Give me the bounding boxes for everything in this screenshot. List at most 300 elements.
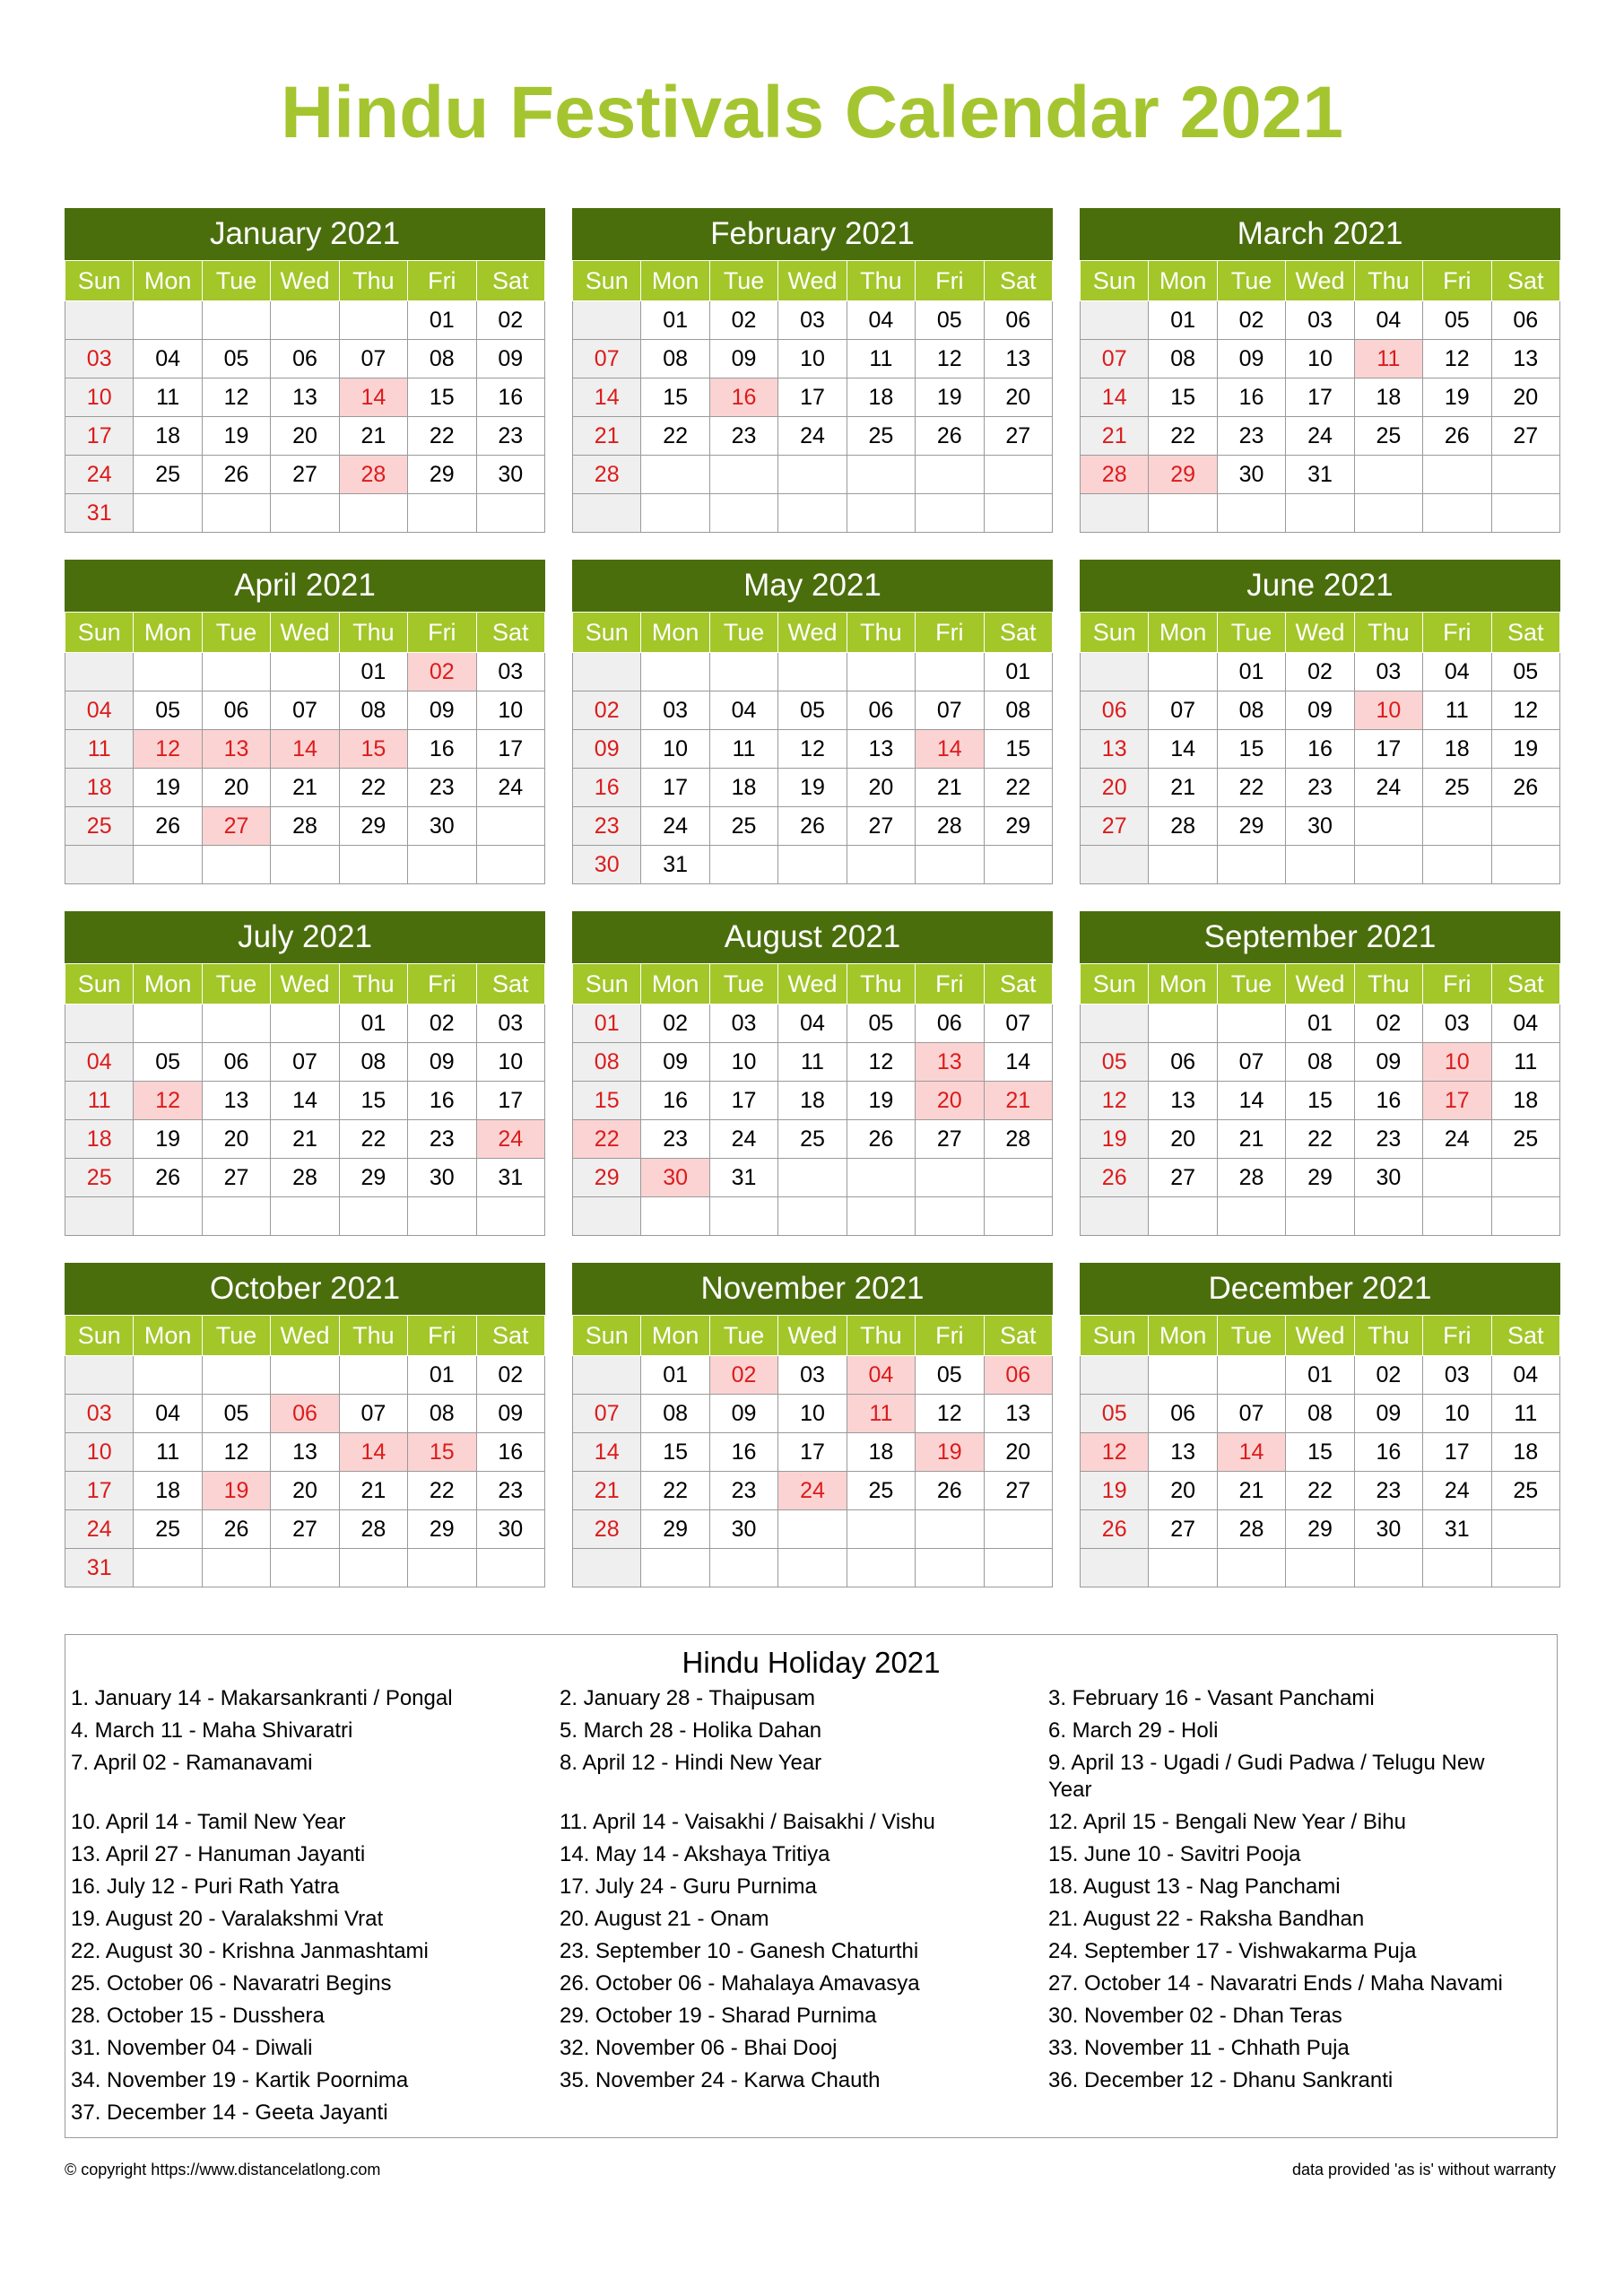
- day-cell: [1423, 1159, 1491, 1197]
- day-cell: 11: [134, 378, 202, 417]
- day-cell: 08: [408, 1395, 476, 1433]
- weekday-header: Sat: [984, 261, 1052, 301]
- day-cell: 02: [476, 1356, 544, 1395]
- month-calendar: [1080, 911, 1560, 1236]
- day-cell: 05: [1491, 653, 1559, 691]
- day-cell: 08: [1149, 340, 1217, 378]
- day-cell: 30: [573, 846, 641, 884]
- day-cell: 08: [339, 1043, 407, 1082]
- weekday-header: Fri: [1423, 613, 1491, 653]
- weekday-header: Mon: [1149, 613, 1217, 653]
- day-cell: 27: [984, 417, 1052, 456]
- day-cell: [709, 846, 777, 884]
- day-cell: [916, 1549, 984, 1587]
- day-cell: 11: [1491, 1043, 1559, 1082]
- day-cell: [339, 1197, 407, 1236]
- day-cell: 27: [202, 1159, 270, 1197]
- day-cell: [271, 1549, 339, 1587]
- day-cell: 22: [1149, 417, 1217, 456]
- day-cell: 28: [573, 1510, 641, 1549]
- day-cell: [1423, 494, 1491, 533]
- day-cell: 26: [916, 1472, 984, 1510]
- month-calendar: [65, 911, 545, 1236]
- weekday-header: Sun: [1081, 613, 1149, 653]
- day-cell: 29: [573, 1159, 641, 1197]
- holiday-item: 28. October 15 - Dusshera: [71, 2004, 325, 2028]
- day-cell: 09: [408, 1043, 476, 1082]
- day-cell: 06: [847, 691, 915, 730]
- day-cell: 16: [1354, 1082, 1422, 1120]
- month-title: April 2021: [65, 560, 545, 612]
- day-cell: 16: [573, 769, 641, 807]
- day-cell: 16: [408, 730, 476, 769]
- day-cell: 11: [1423, 691, 1491, 730]
- day-cell: 11: [1354, 340, 1422, 378]
- day-cell: 19: [778, 769, 847, 807]
- day-cell: 01: [641, 1356, 709, 1395]
- day-cell: 18: [1491, 1082, 1559, 1120]
- day-cell: 29: [408, 1510, 476, 1549]
- day-cell: [271, 1004, 339, 1043]
- day-cell: 28: [1217, 1159, 1285, 1197]
- day-cell: 02: [1286, 653, 1354, 691]
- holiday-item: 25. October 06 - Navaratri Begins: [71, 1971, 392, 1996]
- day-cell: 29: [408, 456, 476, 494]
- day-cell: 09: [476, 340, 544, 378]
- day-cell: 21: [573, 417, 641, 456]
- day-cell: 13: [984, 1395, 1052, 1433]
- day-cell: [1149, 494, 1217, 533]
- day-cell: 05: [916, 1356, 984, 1395]
- month-grid: [1080, 612, 1560, 884]
- day-cell: 06: [271, 1395, 339, 1433]
- day-cell: 07: [1149, 691, 1217, 730]
- month-calendar: [572, 1263, 1053, 1587]
- day-cell: [778, 1197, 847, 1236]
- day-cell: 10: [1423, 1043, 1491, 1082]
- day-cell: 06: [1081, 691, 1149, 730]
- holiday-item: 11. April 14 - Vaisakhi / Baisakhi / Vishu: [560, 1810, 935, 1834]
- day-cell: 11: [709, 730, 777, 769]
- day-cell: 03: [641, 691, 709, 730]
- day-cell: [1354, 1197, 1422, 1236]
- day-cell: [65, 1356, 134, 1395]
- day-cell: 24: [778, 417, 847, 456]
- day-cell: 28: [984, 1120, 1052, 1159]
- day-cell: 24: [476, 1120, 544, 1159]
- month-title: December 2021: [1080, 1263, 1560, 1315]
- day-cell: 23: [641, 1120, 709, 1159]
- day-cell: 30: [476, 1510, 544, 1549]
- day-cell: [709, 456, 777, 494]
- day-cell: 20: [202, 769, 270, 807]
- day-cell: 29: [1286, 1510, 1354, 1549]
- day-cell: 06: [1149, 1043, 1217, 1082]
- day-cell: [641, 1197, 709, 1236]
- day-cell: 21: [1217, 1120, 1285, 1159]
- day-cell: 10: [709, 1043, 777, 1082]
- holiday-item: 21. August 22 - Raksha Bandhan: [1048, 1907, 1365, 1931]
- day-cell: 05: [778, 691, 847, 730]
- day-cell: 22: [573, 1120, 641, 1159]
- day-cell: 03: [65, 340, 134, 378]
- day-cell: 25: [134, 456, 202, 494]
- day-cell: 08: [1286, 1043, 1354, 1082]
- month-calendar: [1080, 560, 1560, 884]
- day-cell: 31: [476, 1159, 544, 1197]
- day-cell: 04: [778, 1004, 847, 1043]
- day-cell: 13: [271, 1433, 339, 1472]
- weekday-header: Sat: [1491, 261, 1559, 301]
- day-cell: 19: [1491, 730, 1559, 769]
- day-cell: 19: [134, 1120, 202, 1159]
- day-cell: 18: [65, 769, 134, 807]
- day-cell: 31: [641, 846, 709, 884]
- day-cell: [202, 1356, 270, 1395]
- day-cell: 14: [1081, 378, 1149, 417]
- day-cell: 16: [1217, 378, 1285, 417]
- day-cell: 26: [1491, 769, 1559, 807]
- day-cell: [709, 1549, 777, 1587]
- day-cell: 30: [709, 1510, 777, 1549]
- day-cell: 30: [1354, 1159, 1422, 1197]
- day-cell: 19: [1081, 1472, 1149, 1510]
- day-cell: [1286, 846, 1354, 884]
- weekday-header: Tue: [709, 1316, 777, 1356]
- day-cell: [984, 1197, 1052, 1236]
- day-cell: 10: [65, 1433, 134, 1472]
- holiday-item: 4. March 11 - Maha Shivaratri: [71, 1718, 353, 1743]
- day-cell: 27: [1081, 807, 1149, 846]
- day-cell: 25: [709, 807, 777, 846]
- day-cell: 14: [1217, 1433, 1285, 1472]
- page-title: Hindu Festivals Calendar 2021: [281, 72, 1343, 153]
- day-cell: 04: [1491, 1356, 1559, 1395]
- day-cell: [847, 456, 915, 494]
- day-cell: [1491, 494, 1559, 533]
- day-cell: 22: [408, 1472, 476, 1510]
- holiday-item: 1. January 14 - Makarsankranti / Pongal: [71, 1686, 453, 1710]
- day-cell: 31: [65, 494, 134, 533]
- day-cell: 08: [573, 1043, 641, 1082]
- day-cell: 30: [641, 1159, 709, 1197]
- day-cell: 19: [134, 769, 202, 807]
- day-cell: 16: [408, 1082, 476, 1120]
- day-cell: 03: [476, 653, 544, 691]
- day-cell: 07: [339, 340, 407, 378]
- holiday-list: [65, 1685, 1557, 2132]
- holiday-item: 7. April 02 - Ramanavami: [71, 1751, 313, 1775]
- day-cell: 20: [1149, 1472, 1217, 1510]
- day-cell: 09: [408, 691, 476, 730]
- month-grid: [65, 963, 545, 1236]
- day-cell: 14: [339, 378, 407, 417]
- holiday-item: 3. February 16 - Vasant Panchami: [1048, 1686, 1375, 1710]
- holiday-item: 6. March 29 - Holi: [1048, 1718, 1219, 1743]
- day-cell: 15: [339, 1082, 407, 1120]
- weekday-header: Sat: [476, 613, 544, 653]
- day-cell: 24: [1354, 769, 1422, 807]
- day-cell: [1217, 494, 1285, 533]
- day-cell: 05: [134, 691, 202, 730]
- month-calendar: [572, 208, 1053, 533]
- day-cell: [1081, 301, 1149, 340]
- day-cell: 04: [134, 340, 202, 378]
- day-cell: [573, 301, 641, 340]
- weekday-header: Tue: [709, 261, 777, 301]
- day-cell: [408, 846, 476, 884]
- day-cell: [271, 1197, 339, 1236]
- day-cell: 15: [573, 1082, 641, 1120]
- day-cell: 24: [709, 1120, 777, 1159]
- day-cell: [1286, 1197, 1354, 1236]
- weekday-header: Thu: [847, 613, 915, 653]
- day-cell: 17: [476, 1082, 544, 1120]
- day-cell: 21: [1081, 417, 1149, 456]
- month-calendar: [572, 560, 1053, 884]
- month-grid: [1080, 260, 1560, 533]
- holiday-item: 33. November 11 - Chhath Puja: [1048, 2036, 1350, 2060]
- day-cell: 03: [709, 1004, 777, 1043]
- day-cell: [1423, 1197, 1491, 1236]
- weekday-header: Mon: [1149, 1316, 1217, 1356]
- day-cell: 08: [641, 340, 709, 378]
- weekday-header: Tue: [709, 964, 777, 1004]
- day-cell: [916, 494, 984, 533]
- day-cell: 10: [65, 378, 134, 417]
- holiday-item: 20. August 21 - Onam: [560, 1907, 769, 1931]
- weekday-header: Wed: [271, 613, 339, 653]
- day-cell: 01: [1149, 301, 1217, 340]
- holiday-item: 12. April 15 - Bengali New Year / Bihu: [1048, 1810, 1406, 1834]
- day-cell: 03: [1423, 1356, 1491, 1395]
- weekday-header: Fri: [408, 261, 476, 301]
- day-cell: 28: [271, 807, 339, 846]
- day-cell: 20: [1081, 769, 1149, 807]
- day-cell: [1217, 1004, 1285, 1043]
- day-cell: 29: [641, 1510, 709, 1549]
- day-cell: 16: [1286, 730, 1354, 769]
- day-cell: 02: [1354, 1004, 1422, 1043]
- day-cell: [916, 846, 984, 884]
- weekday-header: Sun: [65, 1316, 134, 1356]
- holiday-item: 10. April 14 - Tamil New Year: [71, 1810, 346, 1834]
- weekday-header: Sat: [476, 261, 544, 301]
- weekday-header: Mon: [134, 261, 202, 301]
- day-cell: [1491, 1197, 1559, 1236]
- day-cell: 11: [65, 1082, 134, 1120]
- day-cell: 09: [573, 730, 641, 769]
- day-cell: 28: [573, 456, 641, 494]
- day-cell: 23: [476, 417, 544, 456]
- day-cell: 28: [339, 456, 407, 494]
- day-cell: 05: [847, 1004, 915, 1043]
- holiday-item: 29. October 19 - Sharad Purnima: [560, 2004, 877, 2028]
- holiday-item: 9. April 13 - Ugadi / Gudi Padwa / Telugu New Year: [1048, 1751, 1485, 1802]
- day-cell: 19: [202, 1472, 270, 1510]
- day-cell: 31: [65, 1549, 134, 1587]
- day-cell: 12: [916, 340, 984, 378]
- day-cell: 18: [847, 1433, 915, 1472]
- day-cell: 15: [984, 730, 1052, 769]
- day-cell: 13: [916, 1043, 984, 1082]
- day-cell: 11: [1491, 1395, 1559, 1433]
- day-cell: 12: [1491, 691, 1559, 730]
- disclaimer-text: data provided 'as is' without warranty: [1291, 2161, 1556, 2179]
- day-cell: [984, 1510, 1052, 1549]
- day-cell: 01: [339, 1004, 407, 1043]
- day-cell: [1149, 1197, 1217, 1236]
- day-cell: 17: [65, 1472, 134, 1510]
- day-cell: 18: [65, 1120, 134, 1159]
- day-cell: 03: [1354, 653, 1422, 691]
- day-cell: [1081, 494, 1149, 533]
- weekday-header: Sat: [1491, 1316, 1559, 1356]
- day-cell: [1354, 1549, 1422, 1587]
- day-cell: 18: [778, 1082, 847, 1120]
- day-cell: [1354, 807, 1422, 846]
- weekday-header: Tue: [1217, 613, 1285, 653]
- day-cell: 02: [709, 1356, 777, 1395]
- day-cell: 14: [573, 378, 641, 417]
- day-cell: 05: [1081, 1395, 1149, 1433]
- day-cell: [202, 1004, 270, 1043]
- day-cell: 21: [339, 1472, 407, 1510]
- day-cell: [202, 494, 270, 533]
- day-cell: [1217, 1549, 1285, 1587]
- day-cell: 17: [1423, 1082, 1491, 1120]
- day-cell: [1423, 807, 1491, 846]
- day-cell: 25: [134, 1510, 202, 1549]
- day-cell: 08: [984, 691, 1052, 730]
- day-cell: 14: [271, 730, 339, 769]
- weekday-header: Thu: [339, 261, 407, 301]
- day-cell: 22: [339, 1120, 407, 1159]
- day-cell: 22: [1286, 1472, 1354, 1510]
- weekday-header: Wed: [1286, 261, 1354, 301]
- day-cell: 14: [573, 1433, 641, 1472]
- day-cell: 25: [1354, 417, 1422, 456]
- weekday-header: Wed: [778, 964, 847, 1004]
- weekday-header: Mon: [641, 1316, 709, 1356]
- day-cell: 14: [916, 730, 984, 769]
- day-cell: 19: [202, 417, 270, 456]
- day-cell: [1491, 1510, 1559, 1549]
- month-title: August 2021: [572, 911, 1053, 963]
- weekday-header: Sat: [984, 964, 1052, 1004]
- holiday-item: 16. July 12 - Puri Rath Yatra: [71, 1874, 340, 1899]
- day-cell: 06: [202, 691, 270, 730]
- day-cell: 15: [1286, 1433, 1354, 1472]
- day-cell: 12: [134, 1082, 202, 1120]
- day-cell: 19: [1081, 1120, 1149, 1159]
- day-cell: 23: [1354, 1120, 1422, 1159]
- holiday-item: 2. January 28 - Thaipusam: [560, 1686, 816, 1710]
- day-cell: 09: [709, 1395, 777, 1433]
- day-cell: [1491, 846, 1559, 884]
- day-cell: 10: [1354, 691, 1422, 730]
- weekday-header: Sat: [1491, 964, 1559, 1004]
- weekday-header: Fri: [916, 1316, 984, 1356]
- day-cell: [202, 301, 270, 340]
- day-cell: 20: [202, 1120, 270, 1159]
- day-cell: [1491, 807, 1559, 846]
- day-cell: 30: [1286, 807, 1354, 846]
- day-cell: 10: [476, 1043, 544, 1082]
- day-cell: [709, 494, 777, 533]
- weekday-header: Sat: [476, 964, 544, 1004]
- day-cell: [847, 1159, 915, 1197]
- weekday-header: Fri: [408, 613, 476, 653]
- weekday-header: Fri: [1423, 1316, 1491, 1356]
- day-cell: 17: [476, 730, 544, 769]
- day-cell: 27: [1149, 1159, 1217, 1197]
- day-cell: [271, 301, 339, 340]
- day-cell: 15: [1286, 1082, 1354, 1120]
- day-cell: 27: [916, 1120, 984, 1159]
- day-cell: 31: [1423, 1510, 1491, 1549]
- day-cell: 15: [1217, 730, 1285, 769]
- day-cell: 28: [1081, 456, 1149, 494]
- day-cell: 09: [1217, 340, 1285, 378]
- weekday-header: Mon: [134, 964, 202, 1004]
- day-cell: 13: [1149, 1082, 1217, 1120]
- day-cell: 15: [1149, 378, 1217, 417]
- month-grid: [572, 1315, 1053, 1587]
- day-cell: 27: [271, 1510, 339, 1549]
- day-cell: 04: [847, 301, 915, 340]
- day-cell: 30: [1217, 456, 1285, 494]
- day-cell: [984, 494, 1052, 533]
- month-grid: [572, 260, 1053, 533]
- day-cell: 13: [202, 1082, 270, 1120]
- day-cell: 21: [984, 1082, 1052, 1120]
- weekday-header: Wed: [271, 1316, 339, 1356]
- day-cell: 07: [916, 691, 984, 730]
- weekday-header: Thu: [1354, 613, 1422, 653]
- holiday-item: 17. July 24 - Guru Purnima: [560, 1874, 817, 1899]
- day-cell: 02: [1217, 301, 1285, 340]
- day-cell: [339, 1549, 407, 1587]
- month-title: October 2021: [65, 1263, 545, 1315]
- day-cell: 17: [65, 417, 134, 456]
- day-cell: 05: [1423, 301, 1491, 340]
- day-cell: 17: [1354, 730, 1422, 769]
- day-cell: 17: [641, 769, 709, 807]
- day-cell: [778, 1549, 847, 1587]
- day-cell: 28: [271, 1159, 339, 1197]
- holiday-item: 31. November 04 - Diwali: [71, 2036, 313, 2060]
- weekday-header: Fri: [916, 261, 984, 301]
- day-cell: 23: [1286, 769, 1354, 807]
- day-cell: 18: [1354, 378, 1422, 417]
- weekday-header: Sun: [573, 261, 641, 301]
- day-cell: 29: [1149, 456, 1217, 494]
- day-cell: 04: [65, 1043, 134, 1082]
- day-cell: [1423, 456, 1491, 494]
- day-cell: 02: [476, 301, 544, 340]
- day-cell: 02: [408, 653, 476, 691]
- weekday-header: Thu: [847, 1316, 915, 1356]
- day-cell: 17: [709, 1082, 777, 1120]
- day-cell: [1423, 846, 1491, 884]
- holiday-item: 26. October 06 - Mahalaya Amavasya: [560, 1971, 920, 1996]
- day-cell: 30: [1354, 1510, 1422, 1549]
- month-title: January 2021: [65, 208, 545, 260]
- day-cell: 22: [641, 1472, 709, 1510]
- weekday-header: Sun: [573, 1316, 641, 1356]
- weekday-header: Tue: [202, 964, 270, 1004]
